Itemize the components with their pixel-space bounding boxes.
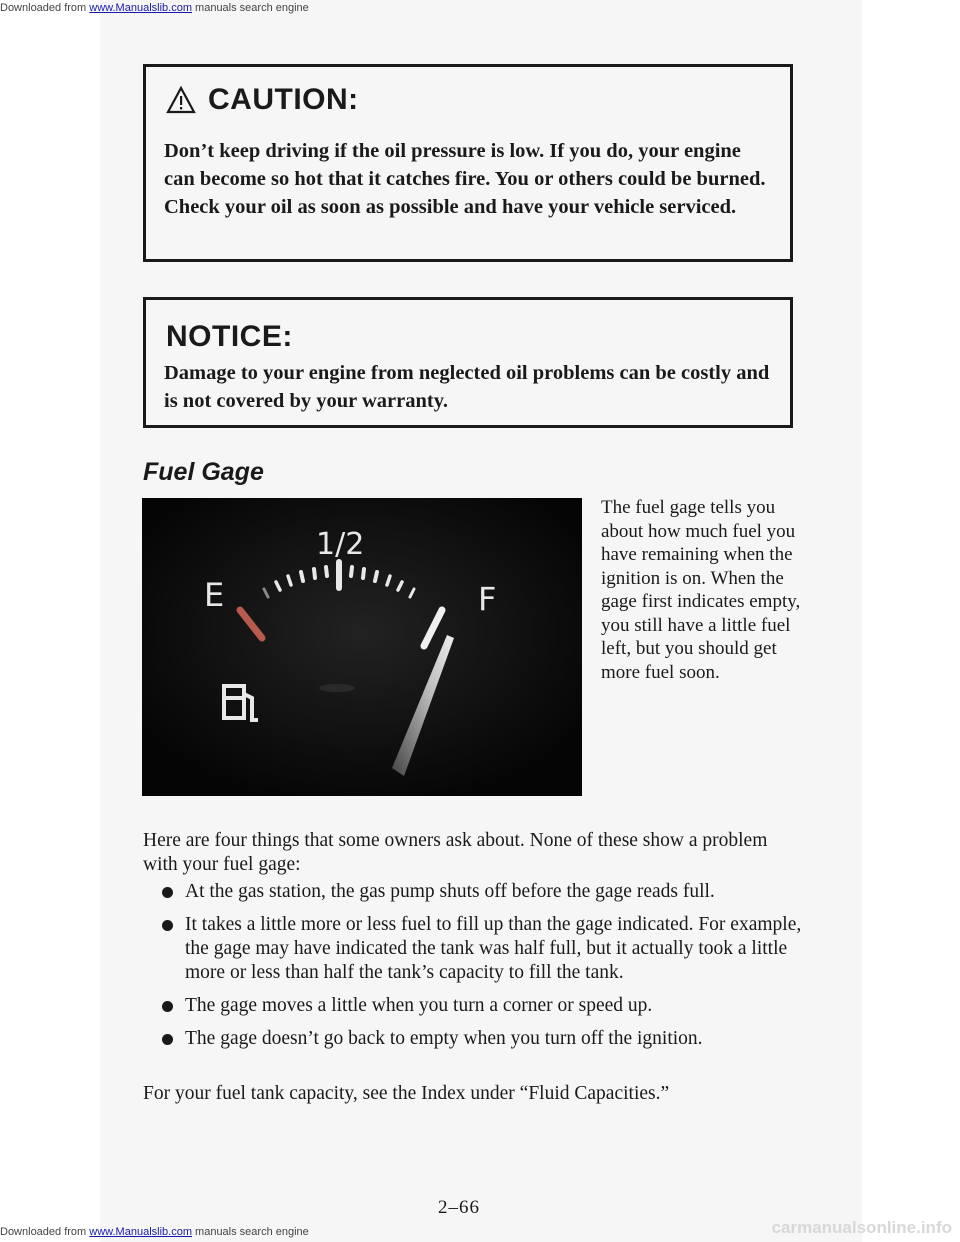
fuel-gage-description: The fuel gage tells you about how much fuel you have remaining when the ignition is on. When the gage first indicates empty, you still have a little fuel left, but you should get more fuel soon.: [601, 497, 801, 683]
bullet-dot: [162, 1001, 173, 1012]
gauge-label-full: F: [478, 580, 497, 618]
bullet-dot: [162, 887, 173, 898]
intro-paragraph: Here are four things that some owners ask about. None of these show a problem with your fuel gage:: [143, 830, 768, 875]
download-banner-top: Downloaded from www.Manualslib.com manuals search engine: [0, 2, 309, 14]
bullet-dot: [162, 1034, 173, 1045]
fuel-gauge-graphic: [142, 498, 582, 796]
page-number: 2–66: [438, 1197, 480, 1218]
list-item: The gage moves a little when you turn a corner or speed up.: [143, 994, 803, 1018]
closing-paragraph: For your fuel tank capacity, see the Index under “Fluid Capacities.”: [143, 1083, 670, 1104]
bullet-dot: [162, 920, 173, 931]
notice-text: Damage to your engine from neglected oil problems can be costly and is not covered by your warranty.: [164, 362, 770, 412]
gauge-label-half: 1/2: [316, 527, 365, 562]
caution-box: [143, 64, 793, 262]
list-item: It takes a little more or less fuel to fill up than the gage indicated. For example, the gage may have indicated the tank was half full, but it actually took a little more or less than half the tank’s capacity to fill the tank.: [143, 913, 803, 985]
needle-hub: [319, 684, 355, 692]
caution-heading: [166, 83, 359, 117]
fuel-gage-bullets: [143, 880, 803, 1060]
warning-triangle-icon: [166, 86, 196, 114]
watermark: carmanualsonline.info: [771, 1218, 952, 1237]
list-item: The gage doesn’t go back to empty when you turn off the ignition.: [143, 1027, 803, 1051]
caution-title: CAUTION:: [208, 83, 359, 116]
fuel-gauge-photo: [142, 498, 582, 796]
manualslib-link-bottom[interactable]: www.Manualslib.com: [89, 1226, 192, 1238]
notice-heading: NOTICE:: [166, 320, 293, 353]
section-title: Fuel Gage: [143, 458, 264, 486]
caution-text: Don’t keep driving if the oil pressure is low. If you do, your engine can become so hot that it catches fire. You or others could be burned. Check your oil as soon as possible and have your vehicle serviced.: [164, 140, 766, 218]
gauge-label-empty: E: [204, 576, 225, 614]
download-banner-bottom: Downloaded from www.Manualslib.com manuals search engine: [0, 1226, 309, 1238]
list-item: At the gas station, the gas pump shuts off before the gage reads full.: [143, 880, 803, 904]
manualslib-link[interactable]: www.Manualslib.com: [89, 2, 192, 14]
notice-box: [143, 297, 793, 428]
